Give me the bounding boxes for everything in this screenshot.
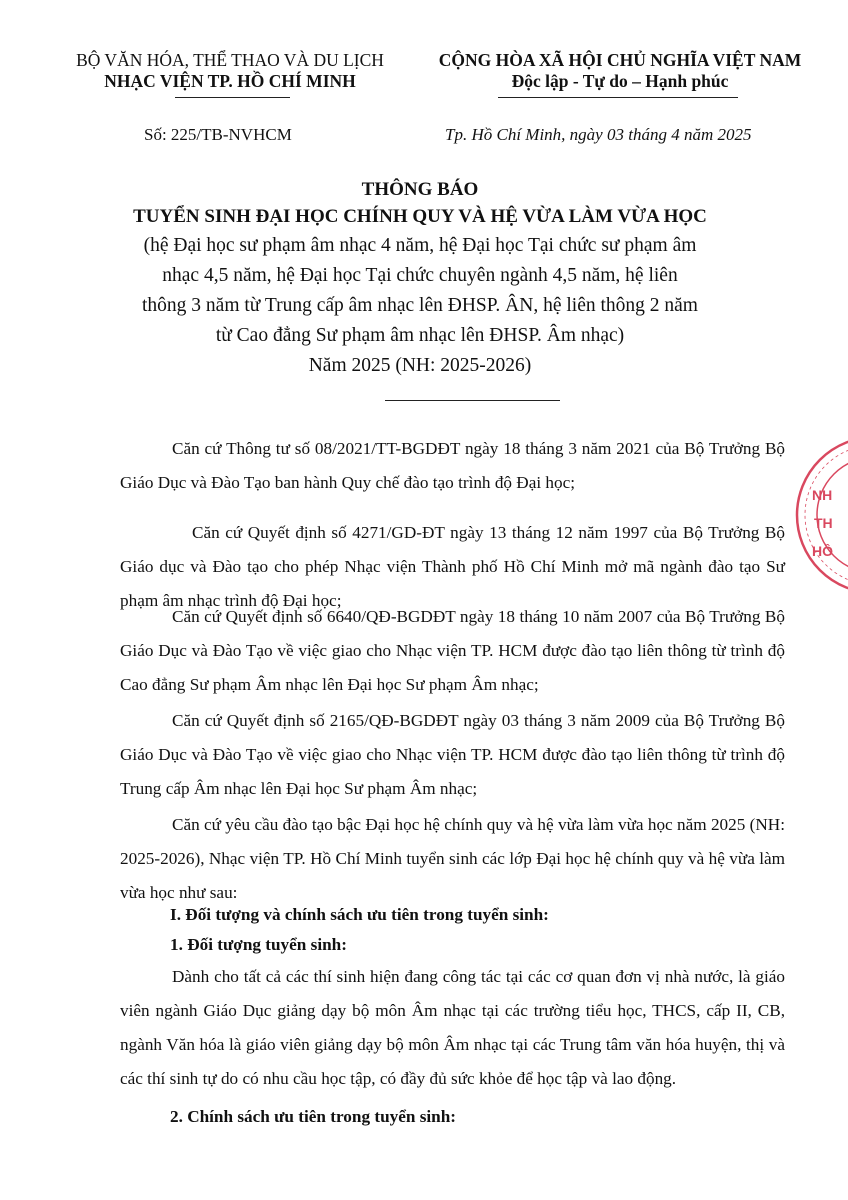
legal-basis-1: Căn cứ Thông tư số 08/2021/TT-BGDĐT ngày 18 tháng 3 năm 2021 của Bộ Trưởng Bộ Giáo Dục và Đào Tạo ban hành Quy chế đào tạo trình độ Đại học;: [120, 439, 785, 492]
eligibility-paragraph: Dành cho tất cả các thí sinh hiện đang công tác tại các cơ quan đơn vị nhà nước, là giáo viên ngành Giáo Dục giảng dạy bộ môn Âm nhạc tại các trường tiểu học, THCS, cấp II, CB, ngành Văn hóa là giáo viên giảng dạy bộ môn Âm nhạc tại các Trung tâm văn hóa huyện, thị và các thí sinh tự do có nhu cầu học tập, có đầy đủ sức khỏe để học tập và lao động.: [120, 967, 785, 1088]
notice-scope-3: thông 3 năm từ Trung cấp âm nhạc lên ĐHSP. ÂN, hệ liên thông 2 năm: [142, 295, 698, 316]
place-date: Tp. Hồ Chí Minh, ngày 03 tháng 4 năm 2025: [445, 125, 752, 144]
title-underline: [385, 400, 560, 401]
subsection-2-heading: 2. Chính sách ưu tiên trong tuyển sinh:: [170, 1107, 457, 1126]
section-1-heading: I. Đối tượng và chính sách ưu tiên trong tuyển sinh:: [170, 905, 549, 924]
institution-name: NHẠC VIỆN TP. HỒ CHÍ MINH: [104, 71, 356, 91]
subsection-1-heading: 1. Đối tượng tuyển sinh:: [170, 935, 347, 954]
legal-basis-2: Căn cứ Quyết định số 4271/GD-ĐT ngày 13 tháng 12 năm 1997 của Bộ Trưởng Bộ Giáo dục và Đào tạo cho phép Nhạc viện Thành phố Hồ Chí Minh mở mã ngành đào tạo Sư phạm âm nhạc trình độ Đại học;: [120, 523, 785, 610]
svg-text:TH: TH: [814, 515, 833, 531]
legal-basis-3: Căn cứ Quyết định số 6640/QĐ-BGDĐT ngày 18 tháng 10 năm 2007 của Bộ Trưởng Bộ Giáo Dục và Đào Tạo về việc giao cho Nhạc viện TP. HCM được đào tạo liên thông từ trình độ Cao đẳng Sư phạm Âm nhạc lên Đại học Sư phạm Âm nhạc;: [120, 607, 785, 694]
national-title-block: [410, 50, 830, 92]
title-block: [60, 178, 780, 381]
notice-scope-2: nhạc 4,5 năm, hệ Đại học Tại chức chuyên ngành 4,5 năm, hệ liên: [162, 265, 678, 286]
notice-scope-1: (hệ Đại học sư phạm âm nhạc 4 năm, hệ Đại học Tại chức sư phạm âm: [143, 235, 697, 256]
national-title: CỘNG HÒA XÃ HỘI CHỦ NGHĨA VIỆT NAM: [438, 50, 802, 70]
legal-basis-4: Căn cứ Quyết định số 2165/QĐ-BGDĐT ngày 03 tháng 3 năm 2009 của Bộ Trưởng Bộ Giáo Dục và Đào Tạo về việc giao cho Nhạc viện TP. HCM được đào tạo liên thông từ trình độ Trung cấp Âm nhạc lên Đại học Sư phạm Âm nhạc;: [120, 711, 785, 798]
document-number: Số: 225/TB-NVHCM: [144, 125, 292, 144]
notice-title: THÔNG BÁO: [361, 179, 479, 200]
notice-year: Năm 2025 (NH: 2025-2026): [308, 355, 532, 376]
svg-text:HỒ: HỒ: [812, 543, 833, 559]
national-motto: Độc lập - Tự do – Hạnh phúc: [511, 71, 729, 91]
svg-text:NH: NH: [812, 487, 833, 503]
motto-underline: [498, 97, 738, 98]
notice-scope-4: từ Cao đẳng Sư phạm âm nhạc lên ĐHSP. Âm nhạc): [215, 325, 625, 346]
notice-subject: TUYỂN SINH ĐẠI HỌC CHÍNH QUY VÀ HỆ VỪA LÀM VỪA HỌC: [133, 206, 707, 227]
institution-underline: [175, 97, 290, 98]
legal-basis-5: Căn cứ yêu cầu đào tạo bậc Đại học hệ chính quy và hệ vừa làm vừa học năm 2025 (NH: 2025-2026), Nhạc viện TP. Hồ Chí Minh tuyển sinh các lớp Đại học hệ chính quy và hệ vừa làm vừa học như sau:: [120, 815, 785, 902]
official-seal: [790, 430, 848, 600]
ministry-name: BỘ VĂN HÓA, THỂ THAO VÀ DU LỊCH: [76, 50, 384, 70]
ministry-block: [40, 50, 420, 92]
